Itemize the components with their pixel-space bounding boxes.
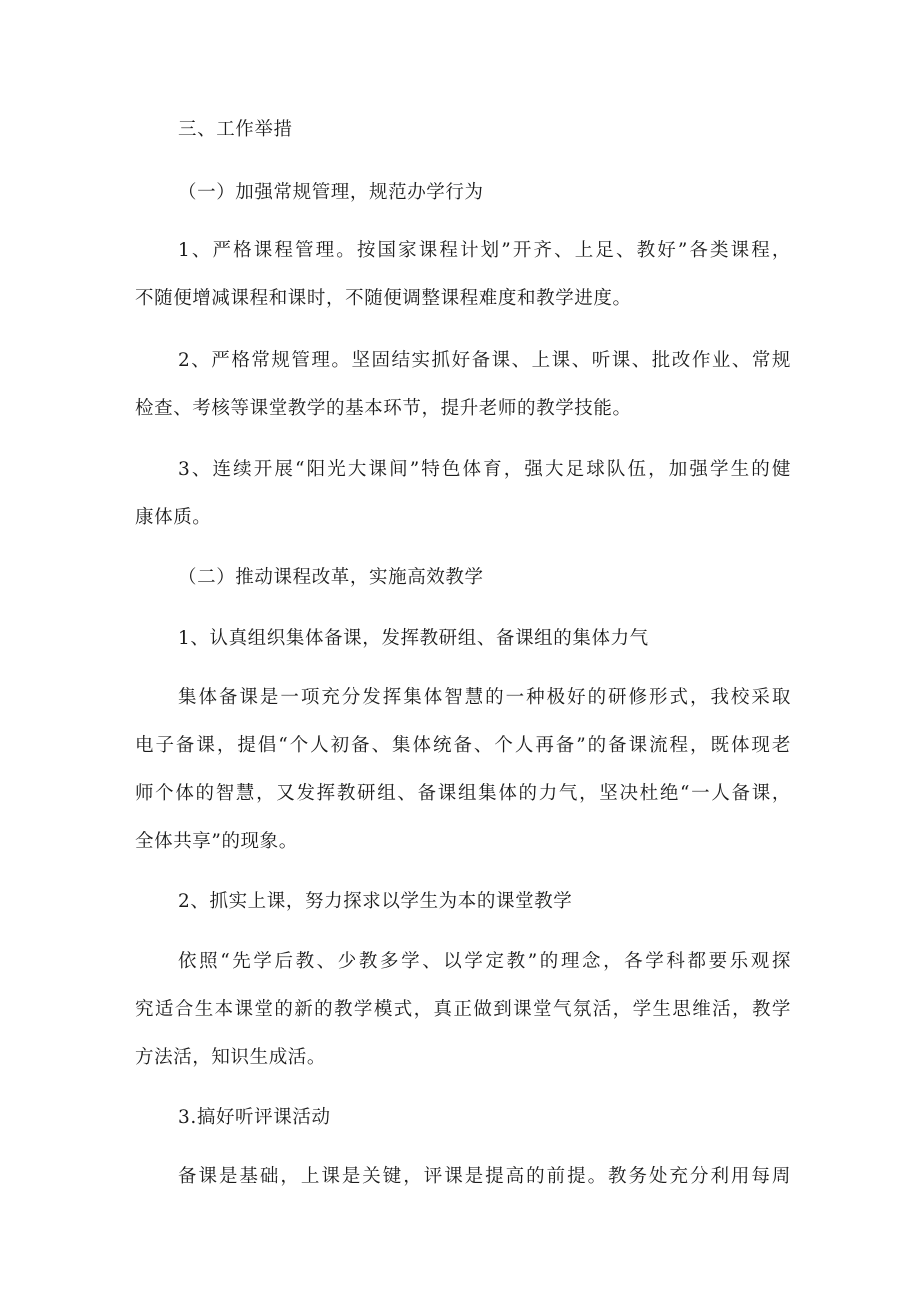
- paragraph-line: 2、严格常规管理。坚固结实抓好备课、上课、听课、批改作业、常规: [178, 350, 791, 371]
- paragraph-line: 3、连续开展“阳光大课间”特色体育，强大足球队伍，加强学生的健: [178, 459, 791, 480]
- paragraph-line: 康体质。: [135, 507, 212, 528]
- paragraph-line: 2、抓实上课，努力探求以学生为本的课堂教学: [178, 891, 573, 912]
- paragraph-line: 不随便增减课程和课时，不随便调整课程难度和教学进度。: [135, 288, 632, 309]
- paragraph-line: 究适合生本课堂的新的教学模式，真正做到课堂气氛活，学生思维活，教学: [135, 999, 791, 1020]
- paragraph-line: 备课是基础，上课是关键，评课是提高的前提。教务处充分利用每周: [178, 1166, 791, 1187]
- paragraph-line: 电子备课，提倡“个人初备、集体统备、个人再备”的备课流程，既体现老: [135, 735, 791, 756]
- paragraph-line: 方法活，知识生成活。: [135, 1047, 327, 1068]
- paragraph-line: 1、严格课程管理。按国家课程计划”开齐、上足、教好”各类课程，: [178, 240, 791, 261]
- paragraph-line: 师个体的智慧，又发挥教研组、备课组集体的力气，坚决杜绝“一人备课，: [135, 783, 791, 804]
- paragraph-line: 检查、考核等课堂教学的基本环节，提升老师的教学技能。: [135, 398, 632, 419]
- subsection-heading: （一）加强常规管理，规范办学行为: [178, 182, 484, 203]
- section-heading: 三、工作举措: [178, 119, 293, 140]
- paragraph-line: 集体备课是一项充分发挥集体智慧的一种极好的研修形式，我校采取: [178, 687, 791, 708]
- subsection-heading: （二）推动课程改革，实施高效教学: [178, 567, 484, 588]
- paragraph-line: 依照“先学后教、少教多学、以学定教”的理念，各学科都要乐观探: [178, 951, 791, 972]
- paragraph-line: 全体共享”的现象。: [135, 831, 298, 852]
- paragraph-line: 3.搞好听评课活动: [178, 1107, 331, 1128]
- paragraph-line: 1、认真组织集体备课，发挥教研组、备课组的集体力气: [178, 628, 649, 649]
